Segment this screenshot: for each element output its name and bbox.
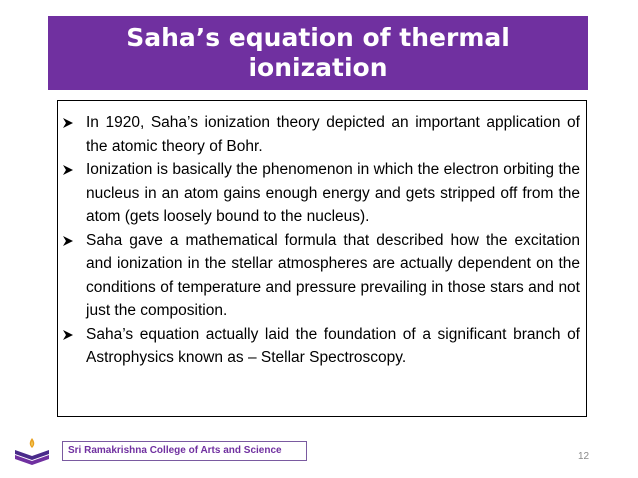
arrow-bullet-icon bbox=[62, 164, 74, 176]
college-logo-icon bbox=[12, 436, 52, 466]
bullet-text: Saha gave a mathematical formula that described how the excitation and ionization in the stellar atmospheres are actually dependent on the conditions of temperature and pressure prevailing in those stars and not just the composition. bbox=[86, 231, 580, 319]
page-number: 12 bbox=[578, 451, 590, 462]
bullet-item bbox=[58, 111, 580, 158]
slide-title: Saha’s equation of thermal ionization bbox=[126, 23, 510, 82]
bullet-item bbox=[58, 229, 580, 323]
bullet-item bbox=[58, 323, 580, 370]
bullet-text: Ionization is basically the phenomenon in which the electron orbiting the nucleus in an atom gains enough energy and gets stripped off from the atom (gets loosely bound to the nucleus). bbox=[86, 161, 580, 225]
arrow-bullet-icon bbox=[62, 117, 74, 129]
content-box bbox=[57, 100, 587, 417]
bullet-text: In 1920, Saha’s ionization theory depicted an important application of the atomic theory of Bohr. bbox=[86, 114, 580, 155]
arrow-bullet-icon bbox=[62, 329, 74, 341]
arrow-bullet-icon bbox=[62, 235, 74, 247]
bullet-text: Saha’s equation actually laid the foundation of a significant branch of Astrophysics known as – Stellar Spectroscopy. bbox=[86, 325, 580, 366]
footer-college-name: Sri Ramakrishna College of Arts and Science bbox=[62, 441, 307, 461]
bullet-item bbox=[58, 158, 580, 229]
title-bar bbox=[48, 16, 588, 90]
bullet-list bbox=[58, 111, 580, 370]
